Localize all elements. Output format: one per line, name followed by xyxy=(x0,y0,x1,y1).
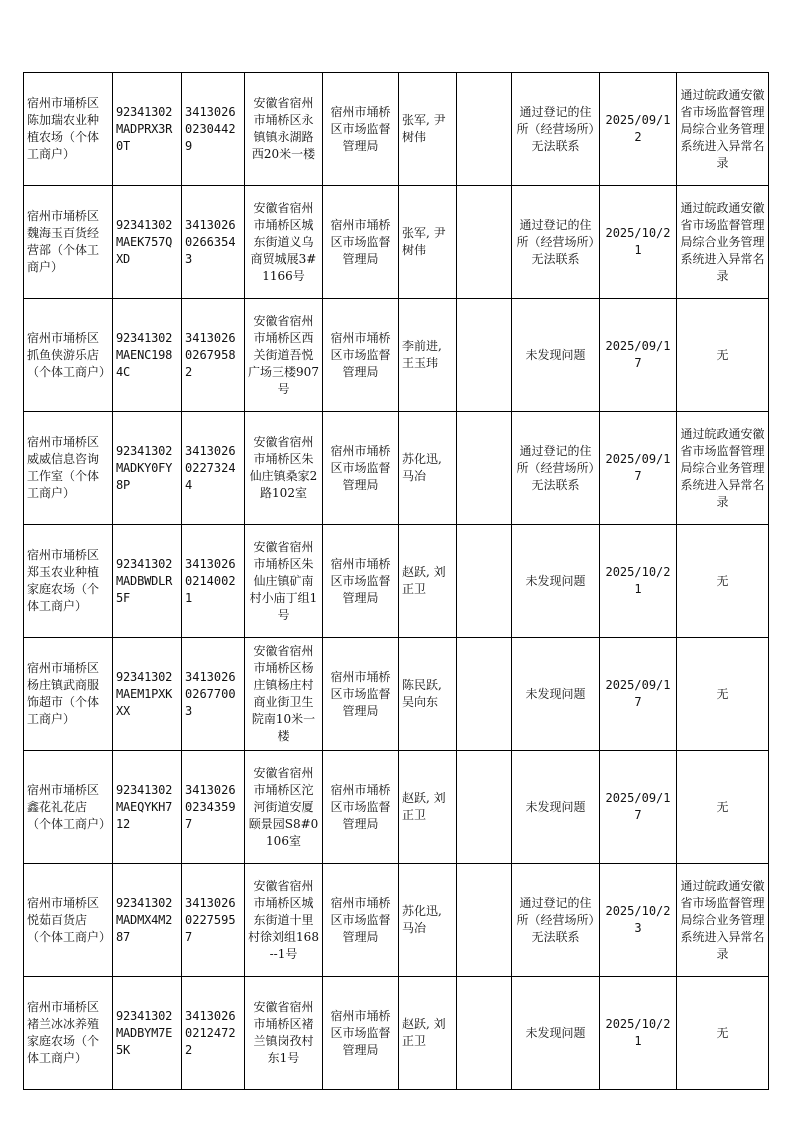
inspection-result-cell: 通过登记的住所（经营场所）无法联系 xyxy=(512,186,600,299)
handling-action-cell: 通过皖政通安徽省市场监督管理局综合业务管理系统进入异常名录 xyxy=(677,73,769,186)
inspection-date-cell: 2025/09/12 xyxy=(600,73,677,186)
inspection-date-cell: 2025/10/21 xyxy=(600,977,677,1090)
authority-cell: 宿州市埇桥区市场监督管理局 xyxy=(323,977,399,1090)
blank-cell xyxy=(457,186,512,299)
address-cell: 安徽省宿州市埇桥区城东街道十里村徐刘组168--1号 xyxy=(245,864,323,977)
inspection-result-cell: 未发现问题 xyxy=(512,638,600,751)
authority-cell: 宿州市埇桥区市场监督管理局 xyxy=(323,751,399,864)
registration-number-cell: 341302602304429 xyxy=(182,73,245,186)
authority-cell: 宿州市埇桥区市场监督管理局 xyxy=(323,864,399,977)
handling-action-cell: 无 xyxy=(677,299,769,412)
registration-number-cell: 341302602679582 xyxy=(182,299,245,412)
registration-number-cell: 341302602140021 xyxy=(182,525,245,638)
inspection-date-cell: 2025/10/21 xyxy=(600,525,677,638)
enterprise-name-cell: 宿州市埇桥区杨庄镇武商服饰超市（个体工商户） xyxy=(24,638,113,751)
authority-cell: 宿州市埇桥区市场监督管理局 xyxy=(323,299,399,412)
enterprise-name-cell: 宿州市埇桥区陈加瑞农业种植农场（个体工商户） xyxy=(24,73,113,186)
enterprise-name-cell: 宿州市埇桥区悦茹百货店（个体工商户） xyxy=(24,864,113,977)
credit-code-cell: 92341302MADBYM7E5K xyxy=(113,977,182,1090)
registration-number-cell: 341302602677003 xyxy=(182,638,245,751)
credit-code-cell: 92341302MADKY0FY8P xyxy=(113,412,182,525)
inspection-result-cell: 未发现问题 xyxy=(512,751,600,864)
table-row xyxy=(24,751,769,864)
inspectors-cell: 张军, 尹树伟 xyxy=(399,73,457,186)
registration-number-cell: 341302602124722 xyxy=(182,977,245,1090)
enterprise-name-cell: 宿州市埇桥区郑玉农业种植家庭农场（个体工商户） xyxy=(24,525,113,638)
blank-cell xyxy=(457,751,512,864)
inspection-result-cell: 未发现问题 xyxy=(512,525,600,638)
inspection-result-cell: 未发现问题 xyxy=(512,299,600,412)
handling-action-cell: 通过皖政通安徽省市场监督管理局综合业务管理系统进入异常名录 xyxy=(677,864,769,977)
enterprise-name-cell: 宿州市埇桥区魏海玉百货经营部（个体工商户） xyxy=(24,186,113,299)
credit-code-cell: 92341302MAENC1984C xyxy=(113,299,182,412)
blank-cell xyxy=(457,412,512,525)
inspectors-cell: 苏化迅, 马冶 xyxy=(399,864,457,977)
blank-cell xyxy=(457,638,512,751)
inspection-table xyxy=(23,72,769,1090)
credit-code-cell: 92341302MAEM1PXKXX xyxy=(113,638,182,751)
table-row xyxy=(24,525,769,638)
blank-cell xyxy=(457,73,512,186)
inspection-date-cell: 2025/09/17 xyxy=(600,638,677,751)
table-row xyxy=(24,638,769,751)
authority-cell: 宿州市埇桥区市场监督管理局 xyxy=(323,412,399,525)
inspectors-cell: 陈民跃, 吴向东 xyxy=(399,638,457,751)
inspectors-cell: 赵跃, 刘正卫 xyxy=(399,751,457,864)
inspection-date-cell: 2025/09/17 xyxy=(600,299,677,412)
inspectors-cell: 李前进, 王玉玮 xyxy=(399,299,457,412)
inspectors-cell: 苏化迅, 马冶 xyxy=(399,412,457,525)
credit-code-cell: 92341302MADPRX3R0T xyxy=(113,73,182,186)
registration-number-cell: 341302602275957 xyxy=(182,864,245,977)
blank-cell xyxy=(457,977,512,1090)
inspection-date-cell: 2025/09/17 xyxy=(600,751,677,864)
inspection-date-cell: 2025/10/23 xyxy=(600,864,677,977)
inspectors-cell: 张军, 尹树伟 xyxy=(399,186,457,299)
authority-cell: 宿州市埇桥区市场监督管理局 xyxy=(323,638,399,751)
authority-cell: 宿州市埇桥区市场监督管理局 xyxy=(323,73,399,186)
inspection-result-cell: 通过登记的住所（经营场所）无法联系 xyxy=(512,412,600,525)
registration-number-cell: 341302602343597 xyxy=(182,751,245,864)
inspection-result-cell: 通过登记的住所（经营场所）无法联系 xyxy=(512,73,600,186)
address-cell: 安徽省宿州市埇桥区朱仙庄镇矿南村小庙丁组1号 xyxy=(245,525,323,638)
table-row xyxy=(24,299,769,412)
blank-cell xyxy=(457,864,512,977)
inspection-date-cell: 2025/09/17 xyxy=(600,412,677,525)
authority-cell: 宿州市埇桥区市场监督管理局 xyxy=(323,525,399,638)
handling-action-cell: 通过皖政通安徽省市场监督管理局综合业务管理系统进入异常名录 xyxy=(677,412,769,525)
handling-action-cell: 无 xyxy=(677,977,769,1090)
authority-cell: 宿州市埇桥区市场监督管理局 xyxy=(323,186,399,299)
table-row xyxy=(24,977,769,1090)
enterprise-name-cell: 宿州市埇桥区鑫花礼花店（个体工商户） xyxy=(24,751,113,864)
handling-action-cell: 通过皖政通安徽省市场监督管理局综合业务管理系统进入异常名录 xyxy=(677,186,769,299)
table-row xyxy=(24,864,769,977)
handling-action-cell: 无 xyxy=(677,638,769,751)
inspectors-cell: 赵跃, 刘正卫 xyxy=(399,977,457,1090)
table-row xyxy=(24,73,769,186)
registration-number-cell: 341302602273244 xyxy=(182,412,245,525)
handling-action-cell: 无 xyxy=(677,751,769,864)
registration-number-cell: 341302602663543 xyxy=(182,186,245,299)
address-cell: 安徽省宿州市埇桥区褚兰镇岗孜村东1号 xyxy=(245,977,323,1090)
address-cell: 安徽省宿州市埇桥区沱河街道安厦颐景园S8#0106室 xyxy=(245,751,323,864)
address-cell: 安徽省宿州市埇桥区城东街道义乌商贸城展3#1166号 xyxy=(245,186,323,299)
inspection-date-cell: 2025/10/21 xyxy=(600,186,677,299)
inspection-result-cell: 通过登记的住所（经营场所）无法联系 xyxy=(512,864,600,977)
table-row xyxy=(24,186,769,299)
credit-code-cell: 92341302MADBWDLR5F xyxy=(113,525,182,638)
enterprise-name-cell: 宿州市埇桥区威威信息咨询工作室（个体工商户） xyxy=(24,412,113,525)
enterprise-name-cell: 宿州市埇桥区褚兰冰冰养殖家庭农场（个体工商户） xyxy=(24,977,113,1090)
credit-code-cell: 92341302MADMX4M287 xyxy=(113,864,182,977)
blank-cell xyxy=(457,299,512,412)
table-row xyxy=(24,412,769,525)
inspection-result-cell: 未发现问题 xyxy=(512,977,600,1090)
inspectors-cell: 赵跃, 刘正卫 xyxy=(399,525,457,638)
blank-cell xyxy=(457,525,512,638)
credit-code-cell: 92341302MAEQYKH712 xyxy=(113,751,182,864)
address-cell: 安徽省宿州市埇桥区杨庄镇杨庄村商业街卫生院南10米一楼 xyxy=(245,638,323,751)
handling-action-cell: 无 xyxy=(677,525,769,638)
address-cell: 安徽省宿州市埇桥区永镇镇永湖路西20米一楼 xyxy=(245,73,323,186)
address-cell: 安徽省宿州市埇桥区朱仙庄镇桑家2路102室 xyxy=(245,412,323,525)
address-cell: 安徽省宿州市埇桥区西关街道吾悦广场三楼907号 xyxy=(245,299,323,412)
enterprise-name-cell: 宿州市埇桥区抓鱼侠游乐店（个体工商户） xyxy=(24,299,113,412)
credit-code-cell: 92341302MAEK757QXD xyxy=(113,186,182,299)
